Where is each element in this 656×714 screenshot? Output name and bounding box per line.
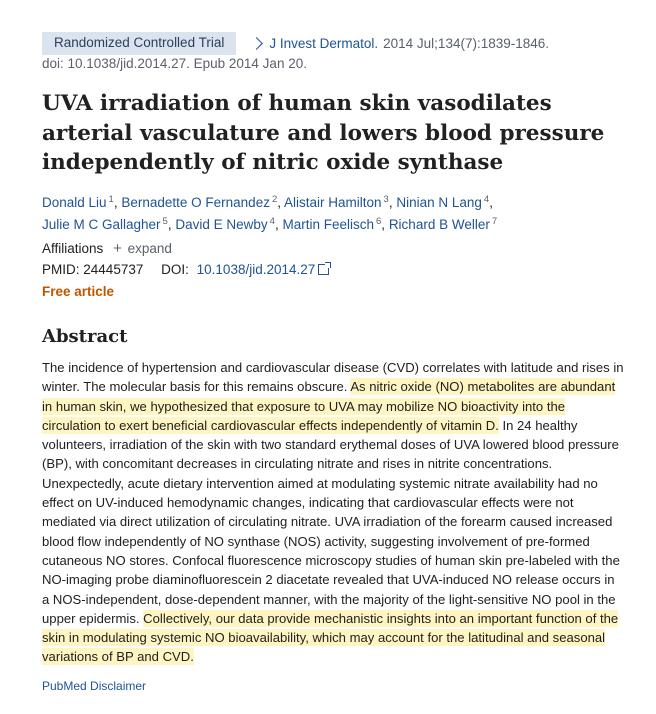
affiliations-row xyxy=(42,240,172,257)
abstract-text xyxy=(42,358,624,667)
doi-epub-line: doi: 10.1038/jid.2014.27. Epub 2014 Jan 20. xyxy=(42,56,307,71)
publication-type-badge[interactable]: Randomized Controlled Trial xyxy=(42,32,236,55)
affiliation-number[interactable]: 3 xyxy=(383,194,389,205)
abstract-heading: Abstract xyxy=(42,326,128,347)
author-link[interactable]: Martin Feelisch xyxy=(282,217,374,232)
pmid-value: 24445737 xyxy=(83,262,144,277)
affiliation-number[interactable]: 4 xyxy=(483,194,490,205)
author-link[interactable]: Bernadette O Fernandez xyxy=(121,195,270,210)
affiliation-number[interactable]: 4 xyxy=(269,216,275,227)
doi-link[interactable] xyxy=(197,262,330,277)
highlighted-sentence: As nitric oxide (NO) metabolites are abundant in human skin, we hypothesized that exposure to UVA may mobilize NO bioactivity into the circulation to exert beneficial cardiovascular effects independently of vitamin D. xyxy=(42,379,616,433)
author-link[interactable]: Julie M C Gallagher xyxy=(42,217,161,232)
doi-label: DOI: xyxy=(161,262,189,277)
citation-text: 2014 Jul;134(7):1839-1846. xyxy=(383,36,550,51)
plus-icon: + xyxy=(113,240,122,257)
affiliation-number[interactable]: 5 xyxy=(162,216,168,227)
affiliation-number[interactable]: 6 xyxy=(376,216,382,227)
expand-affiliations-button[interactable] xyxy=(113,241,172,256)
pubmed-disclaimer-link[interactable]: PubMed Disclaimer xyxy=(42,679,147,693)
highlighted-sentence: Collectively, our data provide mechanistic insights into an important function of the skin in modulating systemic NO bioavailability, which may account for the latitudinal and seasonal variations of BP and CVD. xyxy=(42,610,619,665)
publication-meta xyxy=(42,32,642,55)
author-link[interactable]: Donald Liu xyxy=(42,195,107,210)
expand-label: expand xyxy=(127,241,172,256)
author-link[interactable]: Richard B Weller xyxy=(388,217,490,232)
abstract-segment: In 24 healthy volunteers, irradiation of the skin with two standard erythemal doses of UVA lowered blood pressure (BP), with concomitant decreases in circulating nitrate and rises in nitrite concentrations. Unexpectedly, acute dietary intervention aimed at modulating systemic nitrate availability had no effect on UV-induced hemodynamic changes, indicating that cardiovascular effects were not mediated via direct utilization of circulating nitrate. UVA irradiation of the forearm caused increased blood flow independently of NO synthase (NOS) activity, suggesting involvement of pre-formed cutaneous NO stores. Confocal fluorescence microscopy studies of human skin pre-labeled with the NO-imaging probe diaminofluorescein 2 diacetate revealed that UVA-induced NO release occurs in a NOS-independent, dose-dependent manner, with the majority of the light-sensitive NO pool in the upper epidermis. xyxy=(42,417,620,626)
author-link[interactable]: Ninian N Lang xyxy=(396,195,482,210)
identifiers-row xyxy=(42,262,329,277)
author-list: Donald Liu $^1$, Bernadette O Fernandez $^2$, Alistair Hamilton $^3$, Ninian N Lang $^4$, Julie M C Gallagher $^5$, David E Newby $^4$, Martin Feelisch $^6$, Richard B Weller $^7$ xyxy=(42,194,498,232)
free-article-label: Free article xyxy=(42,284,115,299)
article-title: UVA irradiation of human skin vasodilates arterial vasculature and lowers blood pressure independently of nitric oxide synthase xyxy=(42,91,605,175)
abstract-segment: The incidence of hypertension and cardiovascular disease (CVD) correlates with latitude and rises in winter. The molecular basis for this remains obscure. xyxy=(42,360,624,395)
journal-link[interactable]: J Invest Dermatol. xyxy=(269,36,379,51)
affiliation-number[interactable]: 7 xyxy=(491,216,498,227)
external-link-icon xyxy=(318,264,329,275)
affiliation-number[interactable]: 1 xyxy=(108,194,114,205)
affiliation-number[interactable]: 2 xyxy=(271,194,278,205)
author-link[interactable]: David E Newby xyxy=(175,217,268,232)
pmid-label: PMID: xyxy=(42,262,80,277)
affiliations-label: Affiliations xyxy=(42,241,104,256)
doi-value: 10.1038/jid.2014.27 xyxy=(196,262,316,277)
chevron-right-icon xyxy=(250,37,263,50)
author-link[interactable]: Alistair Hamilton xyxy=(284,195,382,210)
